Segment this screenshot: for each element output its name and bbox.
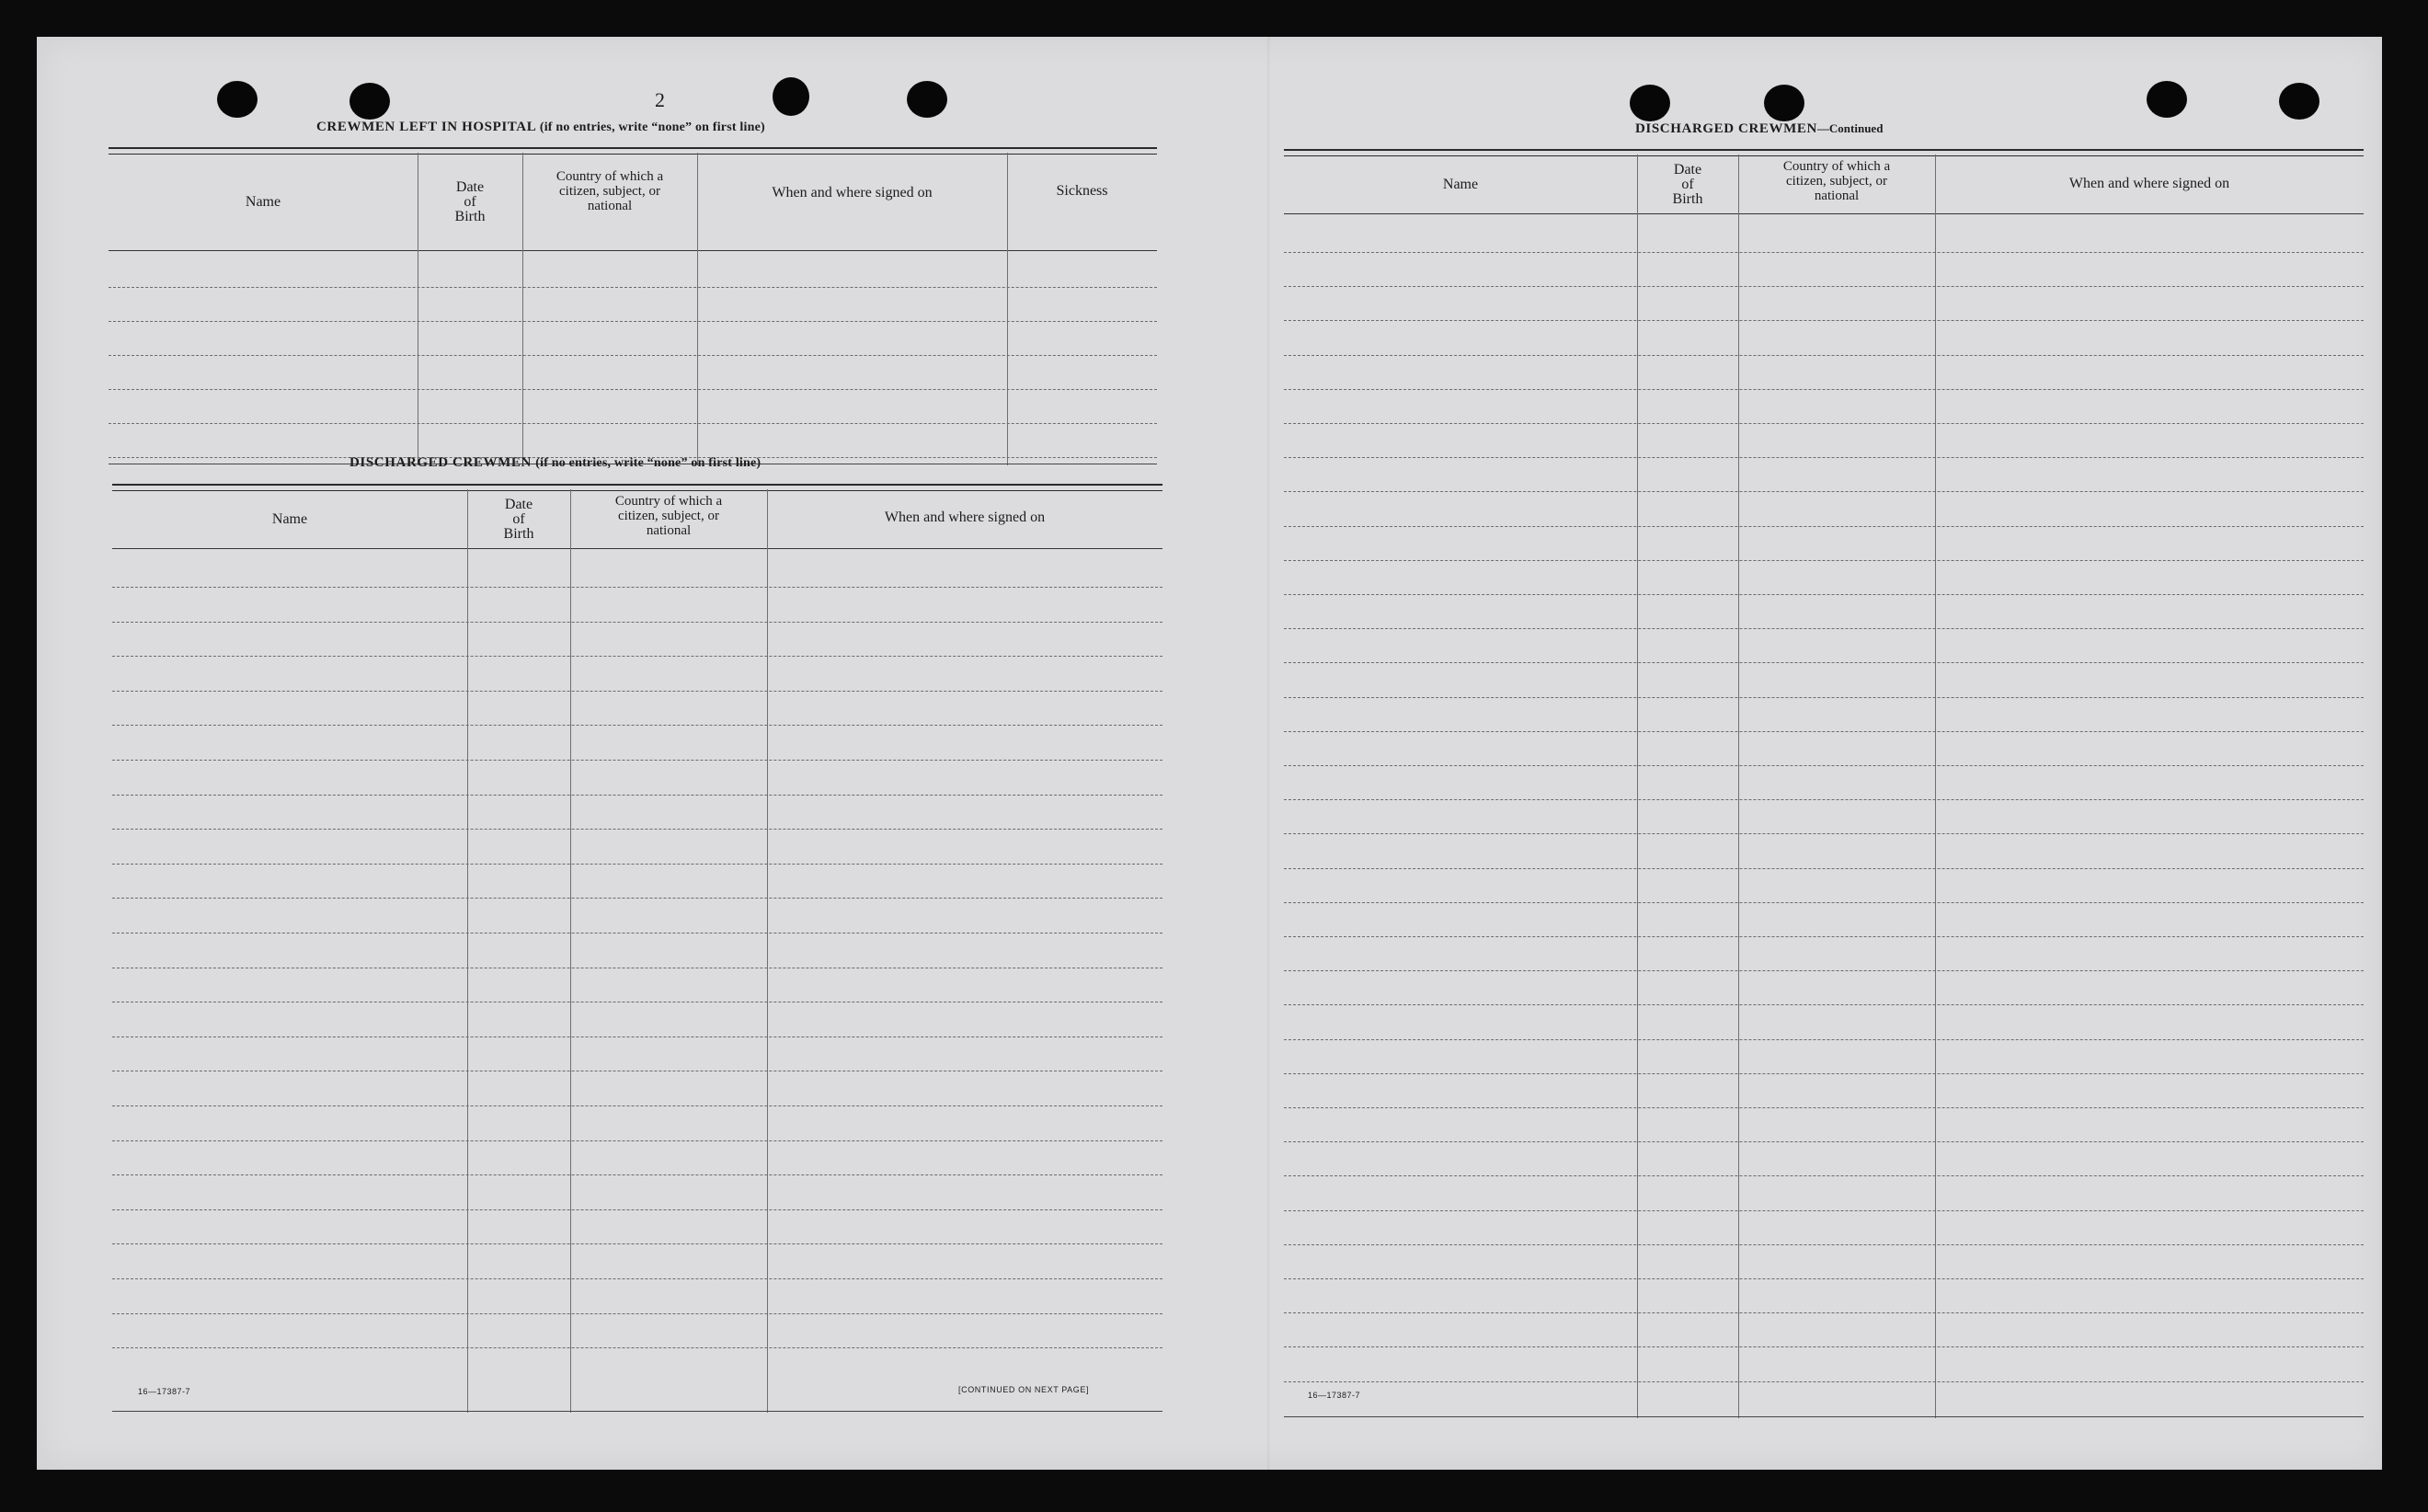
- blank-table-row: [1284, 1107, 2364, 1108]
- blank-table-row: [1284, 1039, 2364, 1040]
- continued-notice: [CONTINUED ON NEXT PAGE]: [958, 1385, 1090, 1394]
- blank-table-row: [112, 656, 1162, 657]
- blank-table-row: [1284, 662, 2364, 663]
- blank-table-row: [1284, 491, 2364, 492]
- blank-table-row: [1284, 1381, 2364, 1382]
- column-header-date-of-birth: Date of Birth: [1672, 162, 1703, 207]
- continued-title-text: DISCHARGED CREWMEN: [1635, 121, 1817, 136]
- form-code-left: 16—17387-7: [138, 1387, 191, 1396]
- column-divider: [1935, 155, 1936, 1418]
- column-header-name: Name: [271, 511, 308, 527]
- blank-table-row: [1284, 902, 2364, 903]
- discharged-continued-table: [1284, 149, 2364, 1418]
- header-rule: [109, 250, 1157, 251]
- punch-hole: [217, 81, 258, 118]
- blank-table-row: [1284, 423, 2364, 424]
- blank-table-row: [1284, 560, 2364, 561]
- blank-table-row: [112, 1313, 1162, 1314]
- blank-table-row: [112, 1209, 1162, 1210]
- column-header-name: Name: [1442, 177, 1479, 192]
- punch-hole: [1764, 85, 1804, 121]
- column-divider: [570, 489, 571, 1413]
- page-number: 2: [655, 88, 665, 111]
- blank-table-row: [109, 389, 1157, 390]
- blank-table-row: [1284, 320, 2364, 321]
- blank-table-row: [112, 1105, 1162, 1106]
- blank-table-row: [109, 287, 1157, 288]
- blank-table-row: [1284, 1312, 2364, 1313]
- page-fold: [1267, 37, 1271, 1470]
- header-rule: [1284, 213, 2364, 214]
- blank-table-row: [1284, 286, 2364, 287]
- discharged-title-note: (if no entries, write “none” on first line): [535, 456, 762, 470]
- blank-table-row: [112, 829, 1162, 830]
- discharged-section-title: [349, 455, 761, 471]
- discharged-continued-title: [1635, 121, 1883, 137]
- blank-table-row: [1284, 765, 2364, 766]
- blank-table-row: [112, 1174, 1162, 1175]
- blank-table-row: [112, 760, 1162, 761]
- blank-table-row: [112, 1347, 1162, 1348]
- blank-table-row: [1284, 1346, 2364, 1347]
- blank-table-row: [1284, 697, 2364, 698]
- blank-table-row: [1284, 1210, 2364, 1211]
- blank-table-row: [112, 587, 1162, 588]
- blank-table-row: [1284, 1004, 2364, 1005]
- blank-table-row: [1284, 970, 2364, 971]
- hospital-title-note: (if no entries, write “none” on first line): [539, 120, 765, 134]
- column-divider: [767, 489, 768, 1413]
- blank-table-row: [1284, 731, 2364, 732]
- discharged-table: [112, 484, 1162, 1413]
- continued-label: —Continued: [1816, 121, 1884, 135]
- column-divider: [467, 489, 468, 1413]
- blank-table-row: [109, 423, 1157, 424]
- column-header-country: Country of which a citizen, subject, or national: [555, 169, 664, 213]
- blank-table-row: [1284, 799, 2364, 800]
- blank-table-row: [112, 725, 1162, 726]
- table-top-rule: [109, 147, 1157, 155]
- blank-table-row: [112, 1243, 1162, 1244]
- column-header-date-of-birth: Date of Birth: [503, 497, 534, 542]
- column-header-date-of-birth: Date of Birth: [454, 179, 486, 224]
- column-header-country: Country of which a citizen, subject, or national: [1782, 159, 1891, 203]
- blank-table-row: [112, 622, 1162, 623]
- table-bottom-rule: [1284, 1416, 2364, 1417]
- document-sheet: [37, 37, 2382, 1470]
- column-header-name: Name: [245, 194, 281, 210]
- blank-table-row: [1284, 628, 2364, 629]
- blank-table-row: [109, 321, 1157, 322]
- header-rule: [112, 548, 1162, 549]
- column-divider: [1738, 155, 1739, 1418]
- blank-table-row: [1284, 1141, 2364, 1142]
- blank-table-row: [1284, 1073, 2364, 1074]
- blank-table-row: [1284, 526, 2364, 527]
- punch-hole: [349, 83, 390, 120]
- punch-hole: [907, 81, 947, 118]
- column-header-country: Country of which a citizen, subject, or national: [614, 494, 723, 538]
- blank-table-row: [1284, 252, 2364, 253]
- column-header-signed-on: When and where signed on: [884, 510, 1046, 525]
- blank-table-row: [1284, 1244, 2364, 1245]
- blank-table-row: [112, 898, 1162, 899]
- blank-table-row: [1284, 594, 2364, 595]
- blank-table-row: [1284, 1175, 2364, 1176]
- blank-table-row: [112, 1140, 1162, 1141]
- blank-table-row: [1284, 936, 2364, 937]
- blank-table-row: [1284, 355, 2364, 356]
- punch-hole: [2147, 81, 2187, 118]
- punch-hole: [2279, 83, 2319, 120]
- punch-hole: [1630, 85, 1670, 121]
- blank-table-row: [112, 691, 1162, 692]
- blank-table-row: [1284, 868, 2364, 869]
- column-header-signed-on: When and where signed on: [772, 185, 933, 200]
- blank-table-row: [112, 933, 1162, 934]
- blank-table-row: [112, 1278, 1162, 1279]
- blank-table-row: [1284, 1278, 2364, 1279]
- punch-hole: [773, 77, 809, 116]
- blank-table-row: [109, 355, 1157, 356]
- column-header-sickness: Sickness: [1056, 183, 1108, 199]
- blank-table-row: [1284, 457, 2364, 458]
- discharged-title-text: DISCHARGED CREWMEN: [349, 455, 532, 470]
- hospital-title-text: CREWMEN LEFT IN HOSPITAL: [316, 120, 536, 134]
- blank-table-row: [1284, 833, 2364, 834]
- column-divider: [1637, 155, 1638, 1418]
- hospital-table: [109, 147, 1157, 465]
- table-bottom-rule: [112, 1411, 1162, 1412]
- blank-table-row: [1284, 389, 2364, 390]
- blank-table-row: [112, 864, 1162, 865]
- form-code-right: 16—17387-7: [1308, 1391, 1361, 1400]
- hospital-section-title: [316, 120, 765, 135]
- blank-table-row: [112, 795, 1162, 796]
- column-header-signed-on: When and where signed on: [2068, 176, 2230, 191]
